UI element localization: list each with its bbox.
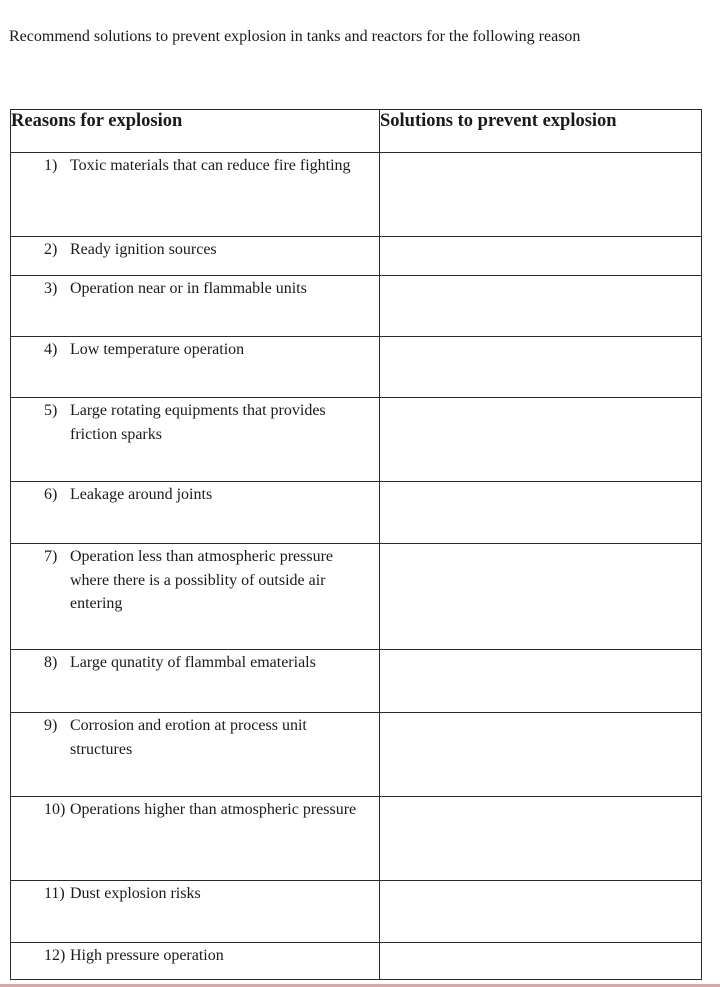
table-row bbox=[11, 650, 702, 713]
reason-cell bbox=[11, 650, 380, 713]
solution-cell[interactable] bbox=[380, 544, 702, 650]
solution-cell[interactable] bbox=[380, 943, 702, 980]
table-row bbox=[11, 943, 702, 980]
solution-cell[interactable] bbox=[380, 337, 702, 398]
solution-cell[interactable] bbox=[380, 797, 702, 881]
reason-cell bbox=[11, 544, 380, 650]
reason-text: Operations higher than atmospheric pressure bbox=[70, 801, 357, 818]
reason-text: Operation near or in flammable units bbox=[70, 280, 307, 297]
reason-number: 12) bbox=[44, 947, 66, 964]
table-row bbox=[11, 544, 702, 650]
instruction-text: Recommend solutions to prevent explosion in tanks and reactors for the following reason bbox=[9, 28, 581, 45]
reason-text: Large qunatity of flammbal ematerials bbox=[70, 654, 316, 671]
reason-text: Dust explosion risks bbox=[70, 885, 201, 902]
reason-text: Low temperature operation bbox=[70, 341, 245, 358]
reason-number: 10) bbox=[44, 801, 66, 818]
table-row bbox=[11, 881, 702, 943]
reason-number: 3) bbox=[44, 280, 58, 297]
reason-number: 6) bbox=[44, 486, 58, 503]
reason-cell bbox=[11, 276, 380, 337]
reason-cell bbox=[11, 237, 380, 276]
reasons-solutions-table bbox=[10, 109, 702, 980]
solution-cell[interactable] bbox=[380, 713, 702, 797]
table-row bbox=[11, 797, 702, 881]
solution-cell[interactable] bbox=[380, 881, 702, 943]
header-reasons: Reasons for explosion bbox=[11, 110, 380, 153]
solution-cell[interactable] bbox=[380, 153, 702, 237]
solution-cell[interactable] bbox=[380, 482, 702, 544]
solution-cell[interactable] bbox=[380, 276, 702, 337]
solution-cell[interactable] bbox=[380, 398, 702, 482]
header-solutions: Solutions to prevent explosion bbox=[380, 110, 702, 153]
reason-cell bbox=[11, 881, 380, 943]
table-row bbox=[11, 713, 702, 797]
table-row bbox=[11, 276, 702, 337]
reason-cell bbox=[11, 713, 380, 797]
reason-text: Corrosion and erotion at process unit structures bbox=[70, 717, 307, 758]
reason-number: 5) bbox=[44, 402, 58, 419]
reason-text: Toxic materials that can reduce fire fighting bbox=[70, 157, 351, 174]
reason-text: Ready ignition sources bbox=[70, 241, 217, 258]
reason-number: 8) bbox=[44, 654, 58, 671]
reason-cell bbox=[11, 337, 380, 398]
reason-cell bbox=[11, 797, 380, 881]
solution-cell[interactable] bbox=[380, 650, 702, 713]
reason-text: Large rotating equipments that provides friction sparks bbox=[70, 402, 326, 443]
reason-number: 4) bbox=[44, 341, 58, 358]
reason-number: 9) bbox=[44, 717, 58, 734]
reason-cell bbox=[11, 943, 380, 980]
table-row bbox=[11, 482, 702, 544]
reason-cell bbox=[11, 482, 380, 544]
reason-cell bbox=[11, 153, 380, 237]
table-row bbox=[11, 153, 702, 237]
reason-text: Operation less than atmospheric pressure where there is a possiblity of outside air entering bbox=[70, 548, 334, 612]
table-header-row bbox=[11, 110, 702, 153]
reason-number: 1) bbox=[44, 157, 58, 174]
reason-text: High pressure operation bbox=[70, 947, 224, 964]
reason-number: 2) bbox=[44, 241, 58, 258]
reason-number: 7) bbox=[44, 548, 58, 565]
reason-text: Leakage around joints bbox=[70, 486, 213, 503]
table-row bbox=[11, 337, 702, 398]
solution-cell[interactable] bbox=[380, 237, 702, 276]
table-row bbox=[11, 237, 702, 276]
reason-number: 11) bbox=[44, 885, 65, 902]
reason-cell bbox=[11, 398, 380, 482]
table-row bbox=[11, 398, 702, 482]
